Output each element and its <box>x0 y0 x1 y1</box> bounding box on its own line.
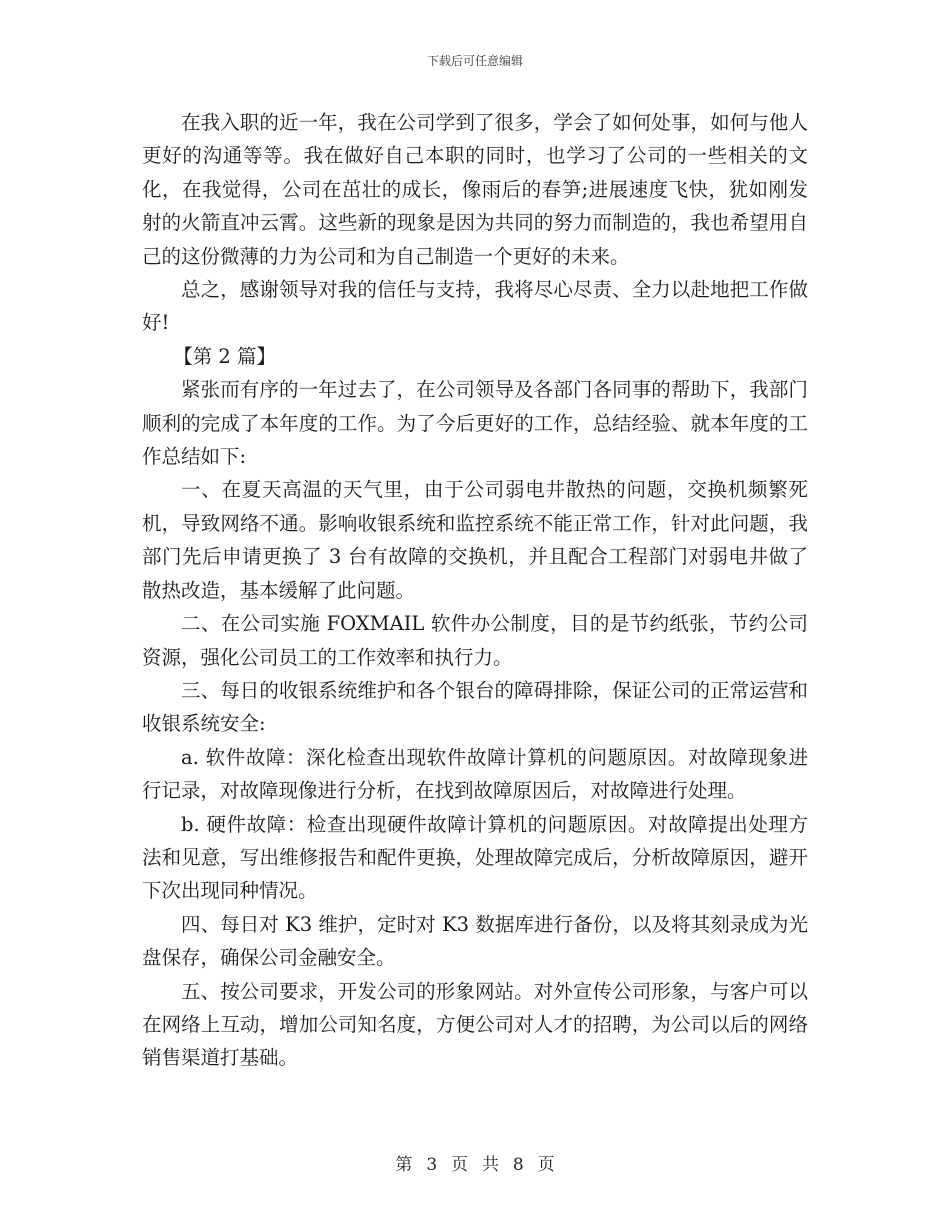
page-number: 第 3 页 共 8 页 <box>395 1155 555 1175</box>
paragraph-item-3a: a. 软件故障：深化检查出现软件故障计算机的问题原因。对故障现象进行记录，对故障现像进行分析，在找到故障原因后，对故障进行处理。 <box>142 745 808 803</box>
paragraph-summary-intro: 紧张而有序的一年过去了，在公司领导及各部门各同事的帮助下，我部门顺利的完成了本年度的工作。为了今后更好的工作，总结经验、就本年度的工作总结如下: <box>142 378 808 469</box>
paragraph-item-5: 五、按公司要求，开发公司的形象网站。对外宣传公司形象，与客户可以在网络上互动，增加公司知名度，方便公司对人才的招聘，为公司以后的网络销售渠道打基础。 <box>142 979 808 1070</box>
paragraph-item-3: 三、每日的收银系统维护和各个银台的障碍排除，保证公司的正常运营和收银系统安全: <box>142 678 808 736</box>
paragraph-conclusion: 总之，感谢领导对我的信任与支持，我将尽心尽责、全力以赴地把工作做好! <box>142 278 808 335</box>
section-heading: 【第 2 篇】 <box>173 344 276 368</box>
paragraph-item-1: 一、在夏天高温的天气里，由于公司弱电井散热的问题，交换机频繁死机，导致网络不通。影响收银系统和监控系统不能正常工作，针对此问题，我部门先后申请更换了 3 台有故障的交换机，并且配合工程部门对弱电井做了散热改造，基本缓解了此问题。 <box>142 478 808 602</box>
page-header: 下载后可任意编辑 <box>426 54 523 68</box>
paragraph-item-4: 四、每日对 K3 维护，定时对 K3 数据库进行备份，以及将其刻录成为光盘保存，确保公司金融安全。 <box>142 912 808 970</box>
paragraph-intro: 在我入职的近一年，我在公司学到了很多，学会了如何处事，如何与他人更好的沟通等等。我在做好自己本职的同时，也学习了公司的一些相关的文化，在我觉得，公司在茁壮的成长，像雨后的春笋;进展速度飞快，犹如刚发射的火箭直冲云霄。这些新的现象是因为共同的努力而制造的，我也希望用自己的这份微薄的力为公司和为自己制造一个更好的未来。 <box>142 111 808 268</box>
paragraph-item-3b: b. 硬件故障：检查出现硬件故障计算机的问题原因。对故障提出处理方法和见意，写出维修报告和配件更换，处理故障完成后，分析故障原因，避开下次出现同种情况。 <box>142 812 808 903</box>
document-body <box>142 106 808 1075</box>
paragraph-item-2: 二、在公司实施 FOXMAIL 软件办公制度，目的是节约纸张，节约公司资源，强化公司员工的工作效率和执行力。 <box>142 612 808 669</box>
